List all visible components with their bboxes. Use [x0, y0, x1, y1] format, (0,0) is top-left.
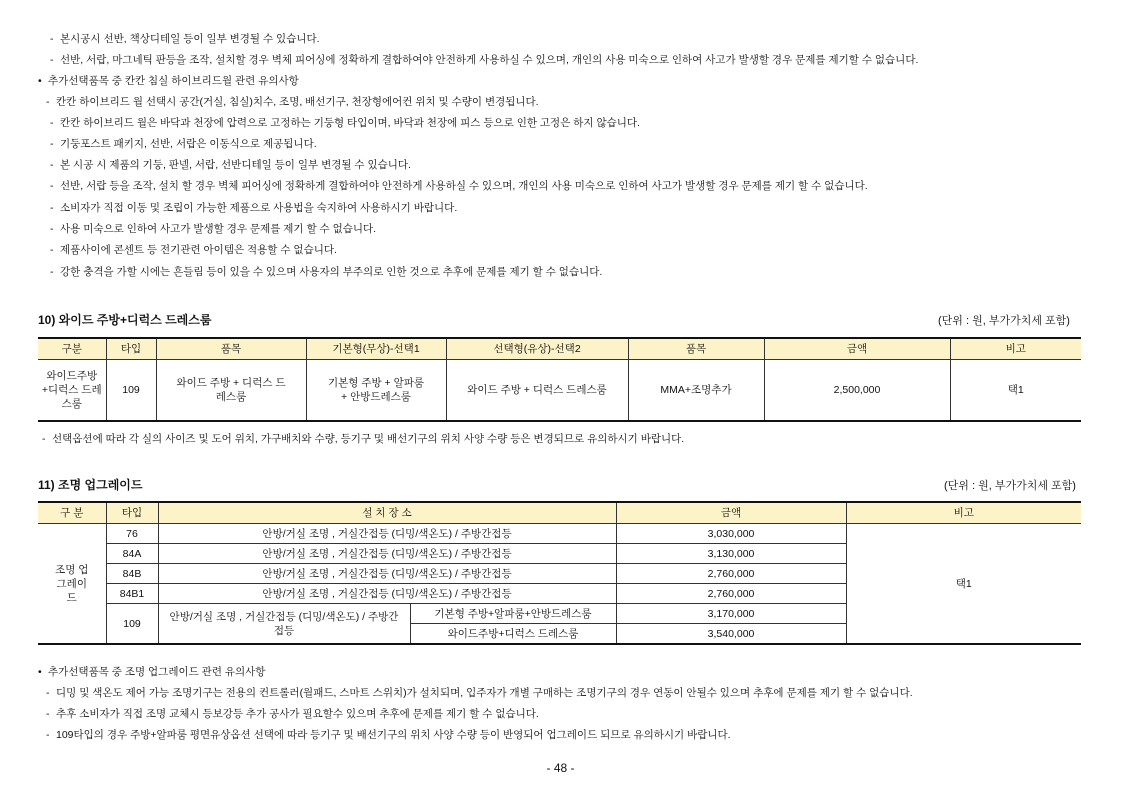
note-line: - 강한 충격을 가할 시에는 흔들림 등이 있을 수 있으며 사용자의 부주의로 인한 것으로 추후에 문제를 제기 할 수 없습니다. — [50, 266, 603, 278]
option-cell: 와이드 주방 + 디럭스 드레스룸 — [446, 360, 628, 422]
note-line: - 선반, 서랍 등을 조작, 설치 할 경우 벽체 피어싱에 정확하게 결합하여야 안전하게 사용하실 수 있으며, 개인의 사용 미숙으로 인하여 사고가 발생할 경우 문제를 제기 할 수 없습니다. — [50, 180, 868, 192]
type-cell: 84B — [106, 564, 158, 584]
note-line: - 소비자가 직접 이동 및 조립이 가능한 제품으로 사용법을 숙지하여 사용하시기 바랍니다. — [50, 202, 458, 214]
type-cell: 84A — [106, 544, 158, 564]
location-cell: 안방/거실 조명 , 거실간접등 (디밍/색온도) / 주방간접등 — [158, 564, 616, 584]
header-cell: 금액 — [616, 502, 846, 524]
sub-option-cell: 기본형 주방+알파룸+안방드레스룸 — [410, 604, 616, 624]
unit-label: (단위 : 원, 부가가치세 포함) — [938, 315, 1070, 327]
header-cell: 품목 — [156, 338, 306, 360]
header-cell: 품목 — [628, 338, 764, 360]
section-title: 10) 와이드 주방+디럭스 드레스룸 — [38, 313, 212, 327]
header-cell: 구분 — [38, 338, 106, 360]
location-cell: 안방/거실 조명 , 거실간접등 (디밍/색온도) / 주방간접등 — [158, 584, 616, 604]
unit-label: (단위 : 원, 부가가치세 포함) — [944, 480, 1076, 492]
table-header-row — [38, 502, 1081, 524]
table-row — [38, 360, 1081, 422]
basic-cell: 기본형 주방 + 알파룸 + 안방드레스룸 — [306, 360, 446, 422]
type-cell: 76 — [106, 524, 158, 544]
header-cell: 선택형(유상)-선택2 — [446, 338, 628, 360]
header-cell: 타입 — [106, 338, 156, 360]
price-cell: 3,170,000 — [616, 604, 846, 624]
note-line: - 기둥포스트 패키지, 선반, 서랍은 이동식으로 제공됩니다. — [50, 138, 317, 150]
type-cell: 109 — [106, 604, 158, 645]
item-cell: 와이드 주방 + 디럭스 드레스룸 — [156, 360, 306, 422]
section-title: 11) 조명 업그레이드 — [38, 478, 143, 492]
note-line: - 사용 미숙으로 인하여 사고가 발생할 경우 문제를 제기 할 수 없습니다. — [50, 223, 377, 235]
table-header-row — [38, 338, 1081, 360]
sub-option-cell: 와이드주방+디럭스 드레스룸 — [410, 624, 616, 645]
note-line: - 본 시공 시 제품의 기둥, 판넬, 서랍, 선반디테일 등이 일부 변경될 수 있습니다. — [50, 159, 411, 171]
price-cell: 2,760,000 — [616, 564, 846, 584]
page-number: - 48 - — [546, 761, 575, 775]
note-line: - 선반, 서랍, 마그네틱 판등을 조작, 설치할 경우 벽체 피어싱에 정확하게 결합하여야 안전하게 사용하실 수 있으며, 개인의 사용 미숙으로 인하여 사고가 발생할 경우 문제를 제기할 수 없습니다. — [50, 54, 919, 66]
lighting-upgrade-table — [38, 501, 1081, 645]
header-cell: 기본형(무상)-선택1 — [306, 338, 446, 360]
header-cell: 비고 — [846, 502, 1081, 524]
category-cell: 와이드주방+디럭스 드레스룸 — [38, 360, 106, 422]
header-cell: 구 분 — [38, 502, 106, 524]
price-cell: 2,500,000 — [764, 360, 950, 422]
item-cell: MMA+조명추가 — [628, 360, 764, 422]
note-line: - 본시공시 선반, 책상디테일 등이 일부 변경될 수 있습니다. — [50, 33, 320, 45]
location-cell: 안방/거실 조명 , 거실간접등 (디밍/색온도) / 주방간접등 — [158, 524, 616, 544]
location-cell: 안방/거실 조명 , 거실간접등 (디밍/색온도) / 주방간접등 — [158, 604, 410, 645]
note-cell: 택1 — [950, 360, 1081, 422]
footnote: - 선택옵션에 따라 각 실의 사이즈 및 도어 위치, 가구배치와 수량, 등기구 및 배선기구의 위치 사양 수량 등은 변경되므로 유의하시기 바랍니다. — [42, 433, 685, 445]
note-line: - 제품사이에 콘센트 등 전기관련 아이템은 적용할 수 없습니다. — [50, 244, 337, 256]
header-cell: 타입 — [106, 502, 158, 524]
note-line: - 109타입의 경우 주방+알파룸 평면유상옵션 선택에 따라 등기구 및 배선기구의 위치 사양 수량 등이 반영되어 업그레이드 되므로 유의하시기 바랍니다. — [46, 729, 731, 741]
note-line: - 칸칸 하이브리드 월 선택시 공간(거실, 침실)치수, 조명, 배선기구, 천장형에어컨 위치 및 수량이 변경됩니다. — [46, 96, 539, 108]
header-cell: 금액 — [764, 338, 950, 360]
price-cell: 3,130,000 — [616, 544, 846, 564]
note-line: - 디밍 및 색온도 제어 가능 조명기구는 전용의 컨트롤러(월패드, 스마트 스위치)가 설치되며, 입주자가 개별 구매하는 조명기구의 경우 연동이 안될수 있으며 추후에 문제를 제기 할 수 없습니다. — [46, 687, 913, 699]
table-row — [38, 524, 1081, 544]
type-cell: 109 — [106, 360, 156, 422]
note-line: • 추가선택품목 중 칸칸 침실 하이브리드월 관련 유의사항 — [38, 75, 299, 87]
note-line: • 추가선택품목 중 조명 업그레이드 관련 유의사항 — [38, 666, 266, 678]
header-cell: 비고 — [950, 338, 1081, 360]
wide-kitchen-table — [38, 337, 1081, 422]
header-cell: 설 치 장 소 — [158, 502, 616, 524]
price-cell: 3,030,000 — [616, 524, 846, 544]
price-cell: 2,760,000 — [616, 584, 846, 604]
note-line: - 칸칸 하이브리드 월은 바닥과 천장에 압력으로 고정하는 기둥형 타입이며, 바닥과 천장에 피스 등으로 인한 고정은 하지 않습니다. — [50, 117, 640, 129]
note-line: - 추후 소비자가 직접 조명 교체시 등보강등 추가 공사가 필요할수 있으며 추후에 문제를 제기 할 수 없습니다. — [46, 708, 539, 720]
location-cell: 안방/거실 조명 , 거실간접등 (디밍/색온도) / 주방간접등 — [158, 544, 616, 564]
category-cell: 조명 업그레이드 — [38, 524, 106, 645]
note-cell: 택1 — [846, 524, 1081, 645]
price-cell: 3,540,000 — [616, 624, 846, 645]
type-cell: 84B1 — [106, 584, 158, 604]
